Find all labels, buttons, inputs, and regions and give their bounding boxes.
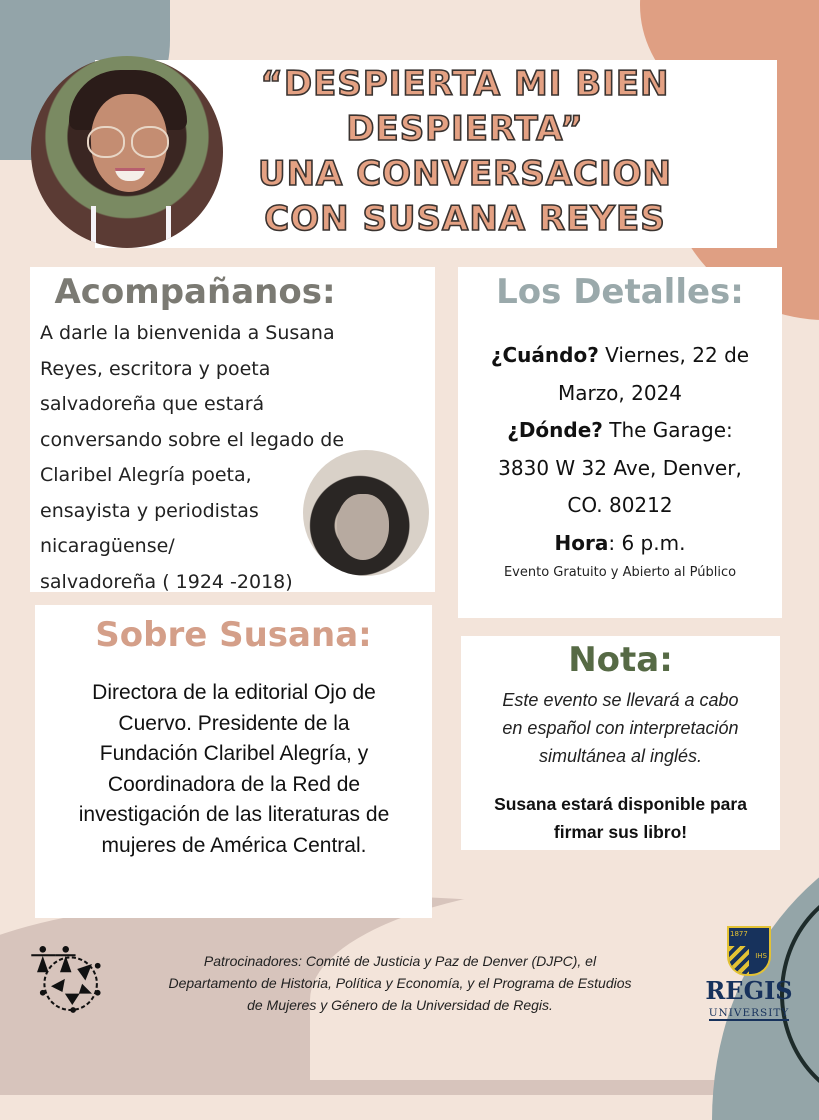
details-heading: Los Detalles:	[496, 272, 744, 312]
regis-university-logo: 1877 IHS REGIS UNIVERSITY	[697, 926, 801, 1020]
interpretation-note: Este evento se llevará a cabo en español con interpretación simultánea al inglés.	[502, 690, 739, 766]
acompananos-heading: Acompañanos:	[54, 272, 336, 312]
about-susana-heading: Sobre Susana:	[95, 615, 372, 655]
free-event-note: Evento Gratuito y Abierto al Público	[503, 565, 737, 580]
susana-reyes-photo	[31, 56, 223, 248]
regis-shield-icon: 1877 IHS	[727, 926, 771, 976]
time-line: Hora: 6 p.m.	[554, 530, 686, 555]
acompananos-body: A darle la bienvenida a Susana Reyes, escritora y poeta salvadoreña que estará conversando sobre el legado de Claribel Alegría poeta, ensayista y periodistas nicaragüense/ salvadoreña ( 1924 -2018)	[40, 322, 345, 593]
claribel-alegria-photo	[303, 450, 429, 576]
event-title: “DESPIERTA MI BIEN DESPIERTA” UNA CONVERSACION CON SUSANA REYES	[257, 64, 672, 239]
about-susana-body: Directora de la editorial Ojo de Cuervo. Presidente de la Fundación Claribel Alegría, y Coordinadora de la Red de investigación de las literaturas de mujeres de América Central.	[78, 681, 390, 857]
note-heading: Nota:	[568, 640, 673, 680]
where-line: ¿Dónde? The Garage:	[507, 418, 733, 442]
details-body: ¿Cuándo? Viernes, 22 de Marzo, 2024 ¿Dónde? The Garage: 3830 W 32 Ave, Denver, CO. 80212 Hora: 6 p.m.	[462, 337, 778, 562]
djpc-logo-icon	[28, 938, 110, 1018]
book-signing-note: Susana estará disponible para firmar sus libro!	[494, 794, 747, 842]
sponsors-text: Patrocinadores: Comité de Justicia y Paz de Denver (DJPC), el Departamento de Historia, Política y Economía, y el Programa de Estudios de Mujeres y Género de la Universidad de Regis.	[168, 953, 632, 1013]
when-line: ¿Cuándo? Viernes, 22 de	[490, 343, 750, 367]
